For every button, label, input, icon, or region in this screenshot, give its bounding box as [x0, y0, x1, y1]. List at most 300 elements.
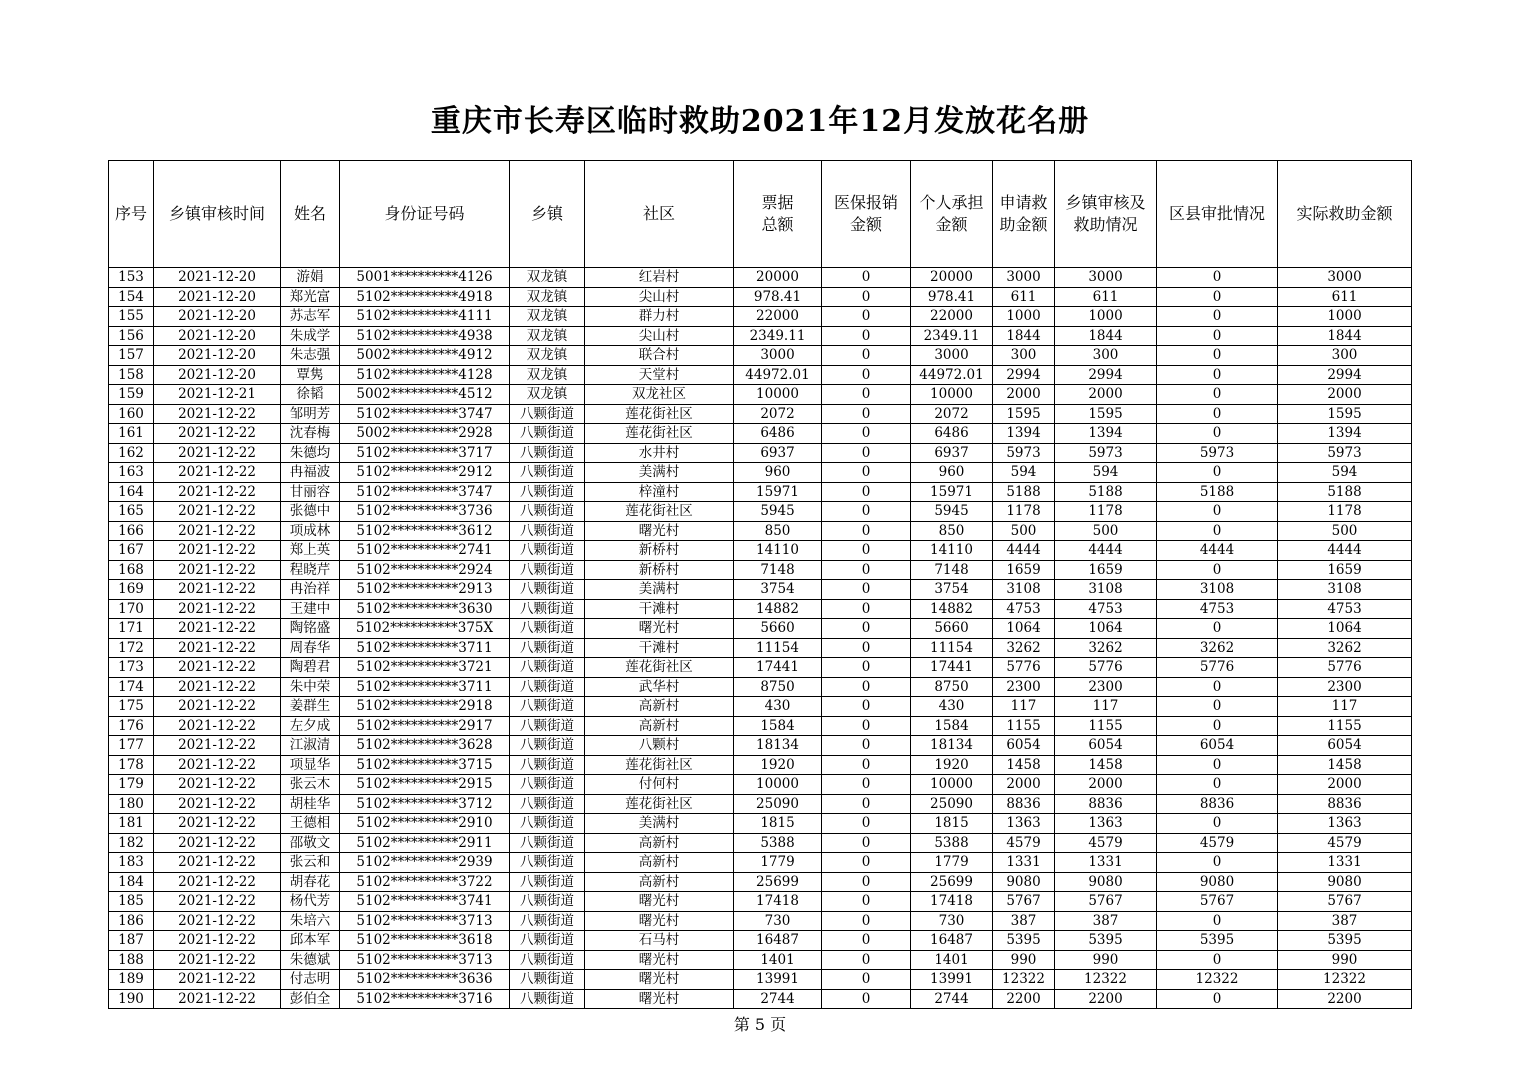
col-review-date-cell: 2021-12-22	[154, 794, 281, 814]
col-serial-cell: 183	[109, 853, 154, 873]
col-name-cell: 冉福波	[281, 463, 340, 483]
col-town-review-cell: 6054	[1055, 736, 1157, 756]
col-county-approval-header: 区县审批情况	[1157, 161, 1278, 268]
col-county-approval-cell: 0	[1157, 853, 1278, 873]
col-county-approval-cell: 0	[1157, 950, 1278, 970]
col-review-date-header: 乡镇审核时间	[154, 161, 281, 268]
col-id-number-cell: 5102**********2913	[340, 580, 510, 600]
col-requested-amount-cell: 1659	[993, 560, 1055, 580]
col-serial-cell: 159	[109, 385, 154, 405]
col-serial-cell: 165	[109, 502, 154, 522]
col-town-cell: 八颗街道	[510, 989, 585, 1009]
col-review-date-cell: 2021-12-22	[154, 658, 281, 678]
col-id-number-cell: 5102**********2924	[340, 560, 510, 580]
col-personal-amount-cell: 5660	[911, 619, 993, 639]
col-county-approval-cell: 8836	[1157, 794, 1278, 814]
col-county-approval-cell: 4444	[1157, 541, 1278, 561]
col-insurance-amount-cell: 0	[822, 911, 911, 931]
col-personal-amount-cell: 1779	[911, 853, 993, 873]
col-county-approval-cell: 0	[1157, 385, 1278, 405]
col-town-review-cell: 1394	[1055, 424, 1157, 444]
col-community-cell: 八颗村	[585, 736, 734, 756]
col-community-cell: 莲花街社区	[585, 794, 734, 814]
col-name-cell: 项成林	[281, 521, 340, 541]
col-name-cell: 邹明芳	[281, 404, 340, 424]
col-id-number-cell: 5102**********3721	[340, 658, 510, 678]
col-personal-amount-cell: 8750	[911, 677, 993, 697]
col-name-cell: 王德相	[281, 814, 340, 834]
col-name-cell: 张云和	[281, 853, 340, 873]
col-serial-cell: 157	[109, 346, 154, 366]
col-bill-total-cell: 5945	[734, 502, 822, 522]
col-county-approval-cell: 6054	[1157, 736, 1278, 756]
col-bill-total-cell: 3754	[734, 580, 822, 600]
col-name-cell: 徐韬	[281, 385, 340, 405]
col-requested-amount-header: 申请救 助金额	[993, 161, 1055, 268]
col-actual-amount-cell: 1458	[1278, 755, 1412, 775]
col-serial-cell: 167	[109, 541, 154, 561]
col-town-cell: 八颗街道	[510, 463, 585, 483]
col-review-date-cell: 2021-12-20	[154, 346, 281, 366]
col-review-date-cell: 2021-12-22	[154, 697, 281, 717]
col-town-cell: 八颗街道	[510, 658, 585, 678]
col-actual-amount-cell: 9080	[1278, 872, 1412, 892]
col-community-cell: 莲花街社区	[585, 755, 734, 775]
col-community-cell: 曙光村	[585, 911, 734, 931]
col-id-number-cell: 5102**********4918	[340, 287, 510, 307]
col-town-review-cell: 1155	[1055, 716, 1157, 736]
col-id-number-cell: 5102**********3717	[340, 443, 510, 463]
col-county-approval-cell: 5395	[1157, 931, 1278, 951]
table-row	[109, 482, 1412, 502]
col-review-date-cell: 2021-12-20	[154, 326, 281, 346]
col-county-approval-cell: 0	[1157, 677, 1278, 697]
col-serial-cell: 176	[109, 716, 154, 736]
col-review-date-cell: 2021-12-22	[154, 970, 281, 990]
col-review-date-cell: 2021-12-22	[154, 502, 281, 522]
col-name-cell: 朱成学	[281, 326, 340, 346]
col-actual-amount-cell: 5973	[1278, 443, 1412, 463]
col-id-number-cell: 5102**********3712	[340, 794, 510, 814]
col-town-review-cell: 1844	[1055, 326, 1157, 346]
table-row	[109, 755, 1412, 775]
col-town-review-cell: 4753	[1055, 599, 1157, 619]
col-community-cell: 曙光村	[585, 619, 734, 639]
table-row	[109, 502, 1412, 522]
col-requested-amount-cell: 1155	[993, 716, 1055, 736]
col-county-approval-cell: 0	[1157, 755, 1278, 775]
col-bill-total-cell: 14882	[734, 599, 822, 619]
col-name-cell: 朱德均	[281, 443, 340, 463]
col-serial-cell: 162	[109, 443, 154, 463]
col-personal-amount-cell: 1401	[911, 950, 993, 970]
col-community-cell: 高新村	[585, 872, 734, 892]
col-requested-amount-cell: 2994	[993, 365, 1055, 385]
col-personal-amount-cell: 18134	[911, 736, 993, 756]
col-id-number-cell: 5102**********3618	[340, 931, 510, 951]
col-id-number-cell: 5002**********4912	[340, 346, 510, 366]
col-bill-total-cell: 5660	[734, 619, 822, 639]
col-town-cell: 双龙镇	[510, 326, 585, 346]
col-name-cell: 陶铭盛	[281, 619, 340, 639]
col-bill-total-cell: 978.41	[734, 287, 822, 307]
col-name-cell: 郑光富	[281, 287, 340, 307]
col-town-cell: 八颗街道	[510, 755, 585, 775]
col-serial-cell: 170	[109, 599, 154, 619]
col-personal-amount-cell: 20000	[911, 268, 993, 288]
col-county-approval-cell: 0	[1157, 365, 1278, 385]
table-row	[109, 716, 1412, 736]
col-actual-amount-cell: 1595	[1278, 404, 1412, 424]
col-personal-amount-cell: 17441	[911, 658, 993, 678]
col-county-approval-cell: 3108	[1157, 580, 1278, 600]
col-requested-amount-cell: 2000	[993, 385, 1055, 405]
col-community-cell: 莲花街社区	[585, 424, 734, 444]
col-bill-total-cell: 25699	[734, 872, 822, 892]
col-serial-cell: 174	[109, 677, 154, 697]
col-insurance-amount-cell: 0	[822, 482, 911, 502]
col-id-number-header: 身份证号码	[340, 161, 510, 268]
col-town-review-cell: 4579	[1055, 833, 1157, 853]
col-id-number-cell: 5102**********3636	[340, 970, 510, 990]
col-insurance-amount-cell: 0	[822, 307, 911, 327]
col-name-cell: 邵敬文	[281, 833, 340, 853]
col-county-approval-cell: 0	[1157, 775, 1278, 795]
col-town-cell: 八颗街道	[510, 521, 585, 541]
col-personal-amount-cell: 6486	[911, 424, 993, 444]
col-town-cell: 八颗街道	[510, 424, 585, 444]
col-county-approval-cell: 0	[1157, 911, 1278, 931]
table-row	[109, 911, 1412, 931]
col-serial-cell: 173	[109, 658, 154, 678]
col-community-cell: 曙光村	[585, 950, 734, 970]
col-town-cell: 八颗街道	[510, 443, 585, 463]
table-header-row	[109, 161, 1412, 268]
col-name-cell: 胡桂华	[281, 794, 340, 814]
col-county-approval-cell: 5776	[1157, 658, 1278, 678]
col-town-cell: 八颗街道	[510, 814, 585, 834]
col-review-date-cell: 2021-12-22	[154, 677, 281, 697]
col-personal-amount-cell: 14110	[911, 541, 993, 561]
table-row	[109, 697, 1412, 717]
col-actual-amount-cell: 3108	[1278, 580, 1412, 600]
col-review-date-cell: 2021-12-22	[154, 443, 281, 463]
col-community-cell: 莲花街社区	[585, 658, 734, 678]
col-serial-cell: 181	[109, 814, 154, 834]
col-bill-total-cell: 20000	[734, 268, 822, 288]
col-personal-amount-cell: 1920	[911, 755, 993, 775]
col-bill-total-cell: 1779	[734, 853, 822, 873]
col-id-number-cell: 5102**********2915	[340, 775, 510, 795]
col-actual-amount-cell: 1844	[1278, 326, 1412, 346]
table-row	[109, 970, 1412, 990]
col-review-date-cell: 2021-12-22	[154, 814, 281, 834]
col-bill-total-cell: 11154	[734, 638, 822, 658]
col-id-number-cell: 5102**********2911	[340, 833, 510, 853]
col-bill-total-cell: 1584	[734, 716, 822, 736]
col-town-cell: 八颗街道	[510, 482, 585, 502]
col-town-cell: 八颗街道	[510, 404, 585, 424]
col-name-cell: 朱培六	[281, 911, 340, 931]
col-county-approval-cell: 0	[1157, 814, 1278, 834]
col-serial-cell: 164	[109, 482, 154, 502]
col-personal-amount-cell: 7148	[911, 560, 993, 580]
col-personal-amount-cell: 44972.01	[911, 365, 993, 385]
col-personal-amount-cell: 1815	[911, 814, 993, 834]
col-town-review-cell: 9080	[1055, 872, 1157, 892]
col-town-cell: 八颗街道	[510, 697, 585, 717]
col-review-date-cell: 2021-12-22	[154, 853, 281, 873]
col-town-cell: 八颗街道	[510, 872, 585, 892]
col-requested-amount-cell: 1595	[993, 404, 1055, 424]
col-serial-cell: 154	[109, 287, 154, 307]
col-review-date-cell: 2021-12-22	[154, 560, 281, 580]
col-town-cell: 八颗街道	[510, 970, 585, 990]
col-bill-total-cell: 7148	[734, 560, 822, 580]
relief-roster-table	[108, 160, 1412, 1009]
col-review-date-cell: 2021-12-22	[154, 424, 281, 444]
col-requested-amount-cell: 3108	[993, 580, 1055, 600]
col-county-approval-cell: 0	[1157, 404, 1278, 424]
col-insurance-amount-cell: 0	[822, 814, 911, 834]
col-town-review-cell: 2994	[1055, 365, 1157, 385]
col-review-date-cell: 2021-12-22	[154, 736, 281, 756]
col-community-cell: 美满村	[585, 463, 734, 483]
col-name-header: 姓名	[281, 161, 340, 268]
col-name-cell: 彭伯全	[281, 989, 340, 1009]
col-serial-cell: 171	[109, 619, 154, 639]
col-insurance-amount-cell: 0	[822, 736, 911, 756]
col-county-approval-cell: 0	[1157, 424, 1278, 444]
table-row	[109, 599, 1412, 619]
col-personal-amount-cell: 2349.11	[911, 326, 993, 346]
col-serial-cell: 178	[109, 755, 154, 775]
col-community-cell: 美满村	[585, 814, 734, 834]
col-town-review-cell: 1363	[1055, 814, 1157, 834]
col-serial-cell: 180	[109, 794, 154, 814]
col-actual-amount-cell: 4444	[1278, 541, 1412, 561]
col-insurance-amount-cell: 0	[822, 931, 911, 951]
col-name-cell: 苏志军	[281, 307, 340, 327]
col-name-cell: 冉治祥	[281, 580, 340, 600]
col-id-number-cell: 5102**********3711	[340, 677, 510, 697]
table-row	[109, 287, 1412, 307]
col-bill-total-cell: 3000	[734, 346, 822, 366]
col-insurance-amount-cell: 0	[822, 541, 911, 561]
col-personal-amount-cell: 5388	[911, 833, 993, 853]
col-insurance-amount-cell: 0	[822, 697, 911, 717]
col-personal-amount-cell: 16487	[911, 931, 993, 951]
col-name-cell: 杨代芳	[281, 892, 340, 912]
col-requested-amount-cell: 5776	[993, 658, 1055, 678]
col-id-number-cell: 5102**********3741	[340, 892, 510, 912]
col-serial-cell: 185	[109, 892, 154, 912]
col-town-cell: 八颗街道	[510, 794, 585, 814]
col-bill-total-cell: 44972.01	[734, 365, 822, 385]
col-town-cell: 双龙镇	[510, 287, 585, 307]
col-review-date-cell: 2021-12-22	[154, 833, 281, 853]
col-town-review-cell: 1659	[1055, 560, 1157, 580]
col-county-approval-cell: 5973	[1157, 443, 1278, 463]
col-serial-cell: 186	[109, 911, 154, 931]
col-personal-amount-cell: 2072	[911, 404, 993, 424]
col-community-cell: 曙光村	[585, 970, 734, 990]
col-id-number-cell: 5102**********3736	[340, 502, 510, 522]
col-requested-amount-cell: 2300	[993, 677, 1055, 697]
col-requested-amount-cell: 2200	[993, 989, 1055, 1009]
col-requested-amount-cell: 5188	[993, 482, 1055, 502]
col-requested-amount-cell: 990	[993, 950, 1055, 970]
col-serial-cell: 190	[109, 989, 154, 1009]
col-id-number-cell: 5102**********2912	[340, 463, 510, 483]
table-row	[109, 580, 1412, 600]
col-review-date-cell: 2021-12-22	[154, 404, 281, 424]
col-county-approval-cell: 0	[1157, 989, 1278, 1009]
col-bill-total-cell: 17441	[734, 658, 822, 678]
col-requested-amount-cell: 5973	[993, 443, 1055, 463]
col-town-cell: 双龙镇	[510, 365, 585, 385]
col-name-cell: 朱中荣	[281, 677, 340, 697]
col-actual-amount-cell: 3262	[1278, 638, 1412, 658]
table-row	[109, 307, 1412, 327]
col-requested-amount-cell: 8836	[993, 794, 1055, 814]
col-personal-amount-cell: 850	[911, 521, 993, 541]
col-actual-amount-cell: 2000	[1278, 775, 1412, 795]
col-town-cell: 双龙镇	[510, 268, 585, 288]
table-row	[109, 989, 1412, 1009]
col-community-cell: 天堂村	[585, 365, 734, 385]
col-insurance-amount-cell: 0	[822, 853, 911, 873]
col-county-approval-cell: 9080	[1157, 872, 1278, 892]
col-bill-total-cell: 17418	[734, 892, 822, 912]
col-requested-amount-cell: 1064	[993, 619, 1055, 639]
col-personal-amount-cell: 13991	[911, 970, 993, 990]
col-community-cell: 高新村	[585, 853, 734, 873]
col-personal-amount-cell: 10000	[911, 775, 993, 795]
col-town-review-cell: 5188	[1055, 482, 1157, 502]
col-town-cell: 八颗街道	[510, 775, 585, 795]
col-community-cell: 干滩村	[585, 638, 734, 658]
col-community-cell: 群力村	[585, 307, 734, 327]
col-town-review-cell: 12322	[1055, 970, 1157, 990]
col-personal-amount-cell: 430	[911, 697, 993, 717]
col-town-cell: 双龙镇	[510, 385, 585, 405]
col-insurance-amount-cell: 0	[822, 716, 911, 736]
col-bill-total-cell: 22000	[734, 307, 822, 327]
col-county-approval-cell: 0	[1157, 502, 1278, 522]
page-number: 第 5 页	[733, 1015, 787, 1034]
col-insurance-amount-cell: 0	[822, 580, 911, 600]
col-requested-amount-cell: 1458	[993, 755, 1055, 775]
col-community-header: 社区	[585, 161, 734, 268]
col-bill-total-cell: 16487	[734, 931, 822, 951]
col-bill-total-cell: 2072	[734, 404, 822, 424]
col-personal-amount-cell: 960	[911, 463, 993, 483]
col-serial-cell: 189	[109, 970, 154, 990]
col-county-approval-cell: 3262	[1157, 638, 1278, 658]
col-town-review-cell: 1458	[1055, 755, 1157, 775]
col-actual-amount-cell: 4753	[1278, 599, 1412, 619]
col-actual-amount-cell: 1000	[1278, 307, 1412, 327]
col-actual-amount-cell: 8836	[1278, 794, 1412, 814]
col-bill-total-cell: 2349.11	[734, 326, 822, 346]
table-row	[109, 950, 1412, 970]
col-bill-total-cell: 6486	[734, 424, 822, 444]
col-requested-amount-cell: 3000	[993, 268, 1055, 288]
col-serial-cell: 179	[109, 775, 154, 795]
col-insurance-amount-cell: 0	[822, 404, 911, 424]
col-serial-cell: 169	[109, 580, 154, 600]
col-town-review-cell: 2000	[1055, 385, 1157, 405]
col-bill-total-cell: 1920	[734, 755, 822, 775]
col-id-number-cell: 5102**********4111	[340, 307, 510, 327]
col-insurance-amount-cell: 0	[822, 385, 911, 405]
col-requested-amount-cell: 2000	[993, 775, 1055, 795]
col-town-review-cell: 2000	[1055, 775, 1157, 795]
col-town-cell: 八颗街道	[510, 833, 585, 853]
col-name-cell: 朱德斌	[281, 950, 340, 970]
col-review-date-cell: 2021-12-22	[154, 482, 281, 502]
col-id-number-cell: 5102**********3628	[340, 736, 510, 756]
col-id-number-cell: 5001**********4126	[340, 268, 510, 288]
col-personal-amount-cell: 1584	[911, 716, 993, 736]
col-serial-cell: 172	[109, 638, 154, 658]
col-requested-amount-cell: 9080	[993, 872, 1055, 892]
col-community-cell: 高新村	[585, 697, 734, 717]
col-review-date-cell: 2021-12-22	[154, 521, 281, 541]
col-name-cell: 张云木	[281, 775, 340, 795]
col-bill-total-cell: 1401	[734, 950, 822, 970]
table-row	[109, 872, 1412, 892]
col-review-date-cell: 2021-12-22	[154, 716, 281, 736]
col-id-number-cell: 5102**********375X	[340, 619, 510, 639]
col-name-cell: 王建中	[281, 599, 340, 619]
col-name-cell: 程晓芹	[281, 560, 340, 580]
col-personal-amount-cell: 2744	[911, 989, 993, 1009]
col-personal-amount-cell: 15971	[911, 482, 993, 502]
col-bill-total-cell: 960	[734, 463, 822, 483]
col-bill-total-cell: 18134	[734, 736, 822, 756]
col-town-cell: 八颗街道	[510, 892, 585, 912]
col-serial-cell: 188	[109, 950, 154, 970]
col-town-review-cell: 4444	[1055, 541, 1157, 561]
col-bill-total-cell: 8750	[734, 677, 822, 697]
table-row	[109, 833, 1412, 853]
col-insurance-amount-cell: 0	[822, 365, 911, 385]
col-review-date-cell: 2021-12-22	[154, 541, 281, 561]
col-county-approval-cell: 0	[1157, 326, 1278, 346]
table-row	[109, 560, 1412, 580]
col-requested-amount-cell: 594	[993, 463, 1055, 483]
col-serial-cell: 155	[109, 307, 154, 327]
col-community-cell: 双龙社区	[585, 385, 734, 405]
col-id-number-cell: 5102**********3747	[340, 404, 510, 424]
col-requested-amount-cell: 1331	[993, 853, 1055, 873]
col-review-date-cell: 2021-12-22	[154, 989, 281, 1009]
table-row	[109, 404, 1412, 424]
col-name-cell: 姜群生	[281, 697, 340, 717]
col-actual-amount-cell: 5188	[1278, 482, 1412, 502]
col-actual-amount-cell: 300	[1278, 346, 1412, 366]
table-row	[109, 892, 1412, 912]
col-actual-amount-cell: 1155	[1278, 716, 1412, 736]
col-town-cell: 八颗街道	[510, 716, 585, 736]
col-county-approval-cell: 4753	[1157, 599, 1278, 619]
table-row	[109, 658, 1412, 678]
col-community-cell: 曙光村	[585, 989, 734, 1009]
col-id-number-cell: 5102**********2917	[340, 716, 510, 736]
page-title: 重庆市长寿区临时救助2021年12月发放花名册	[430, 104, 1090, 139]
